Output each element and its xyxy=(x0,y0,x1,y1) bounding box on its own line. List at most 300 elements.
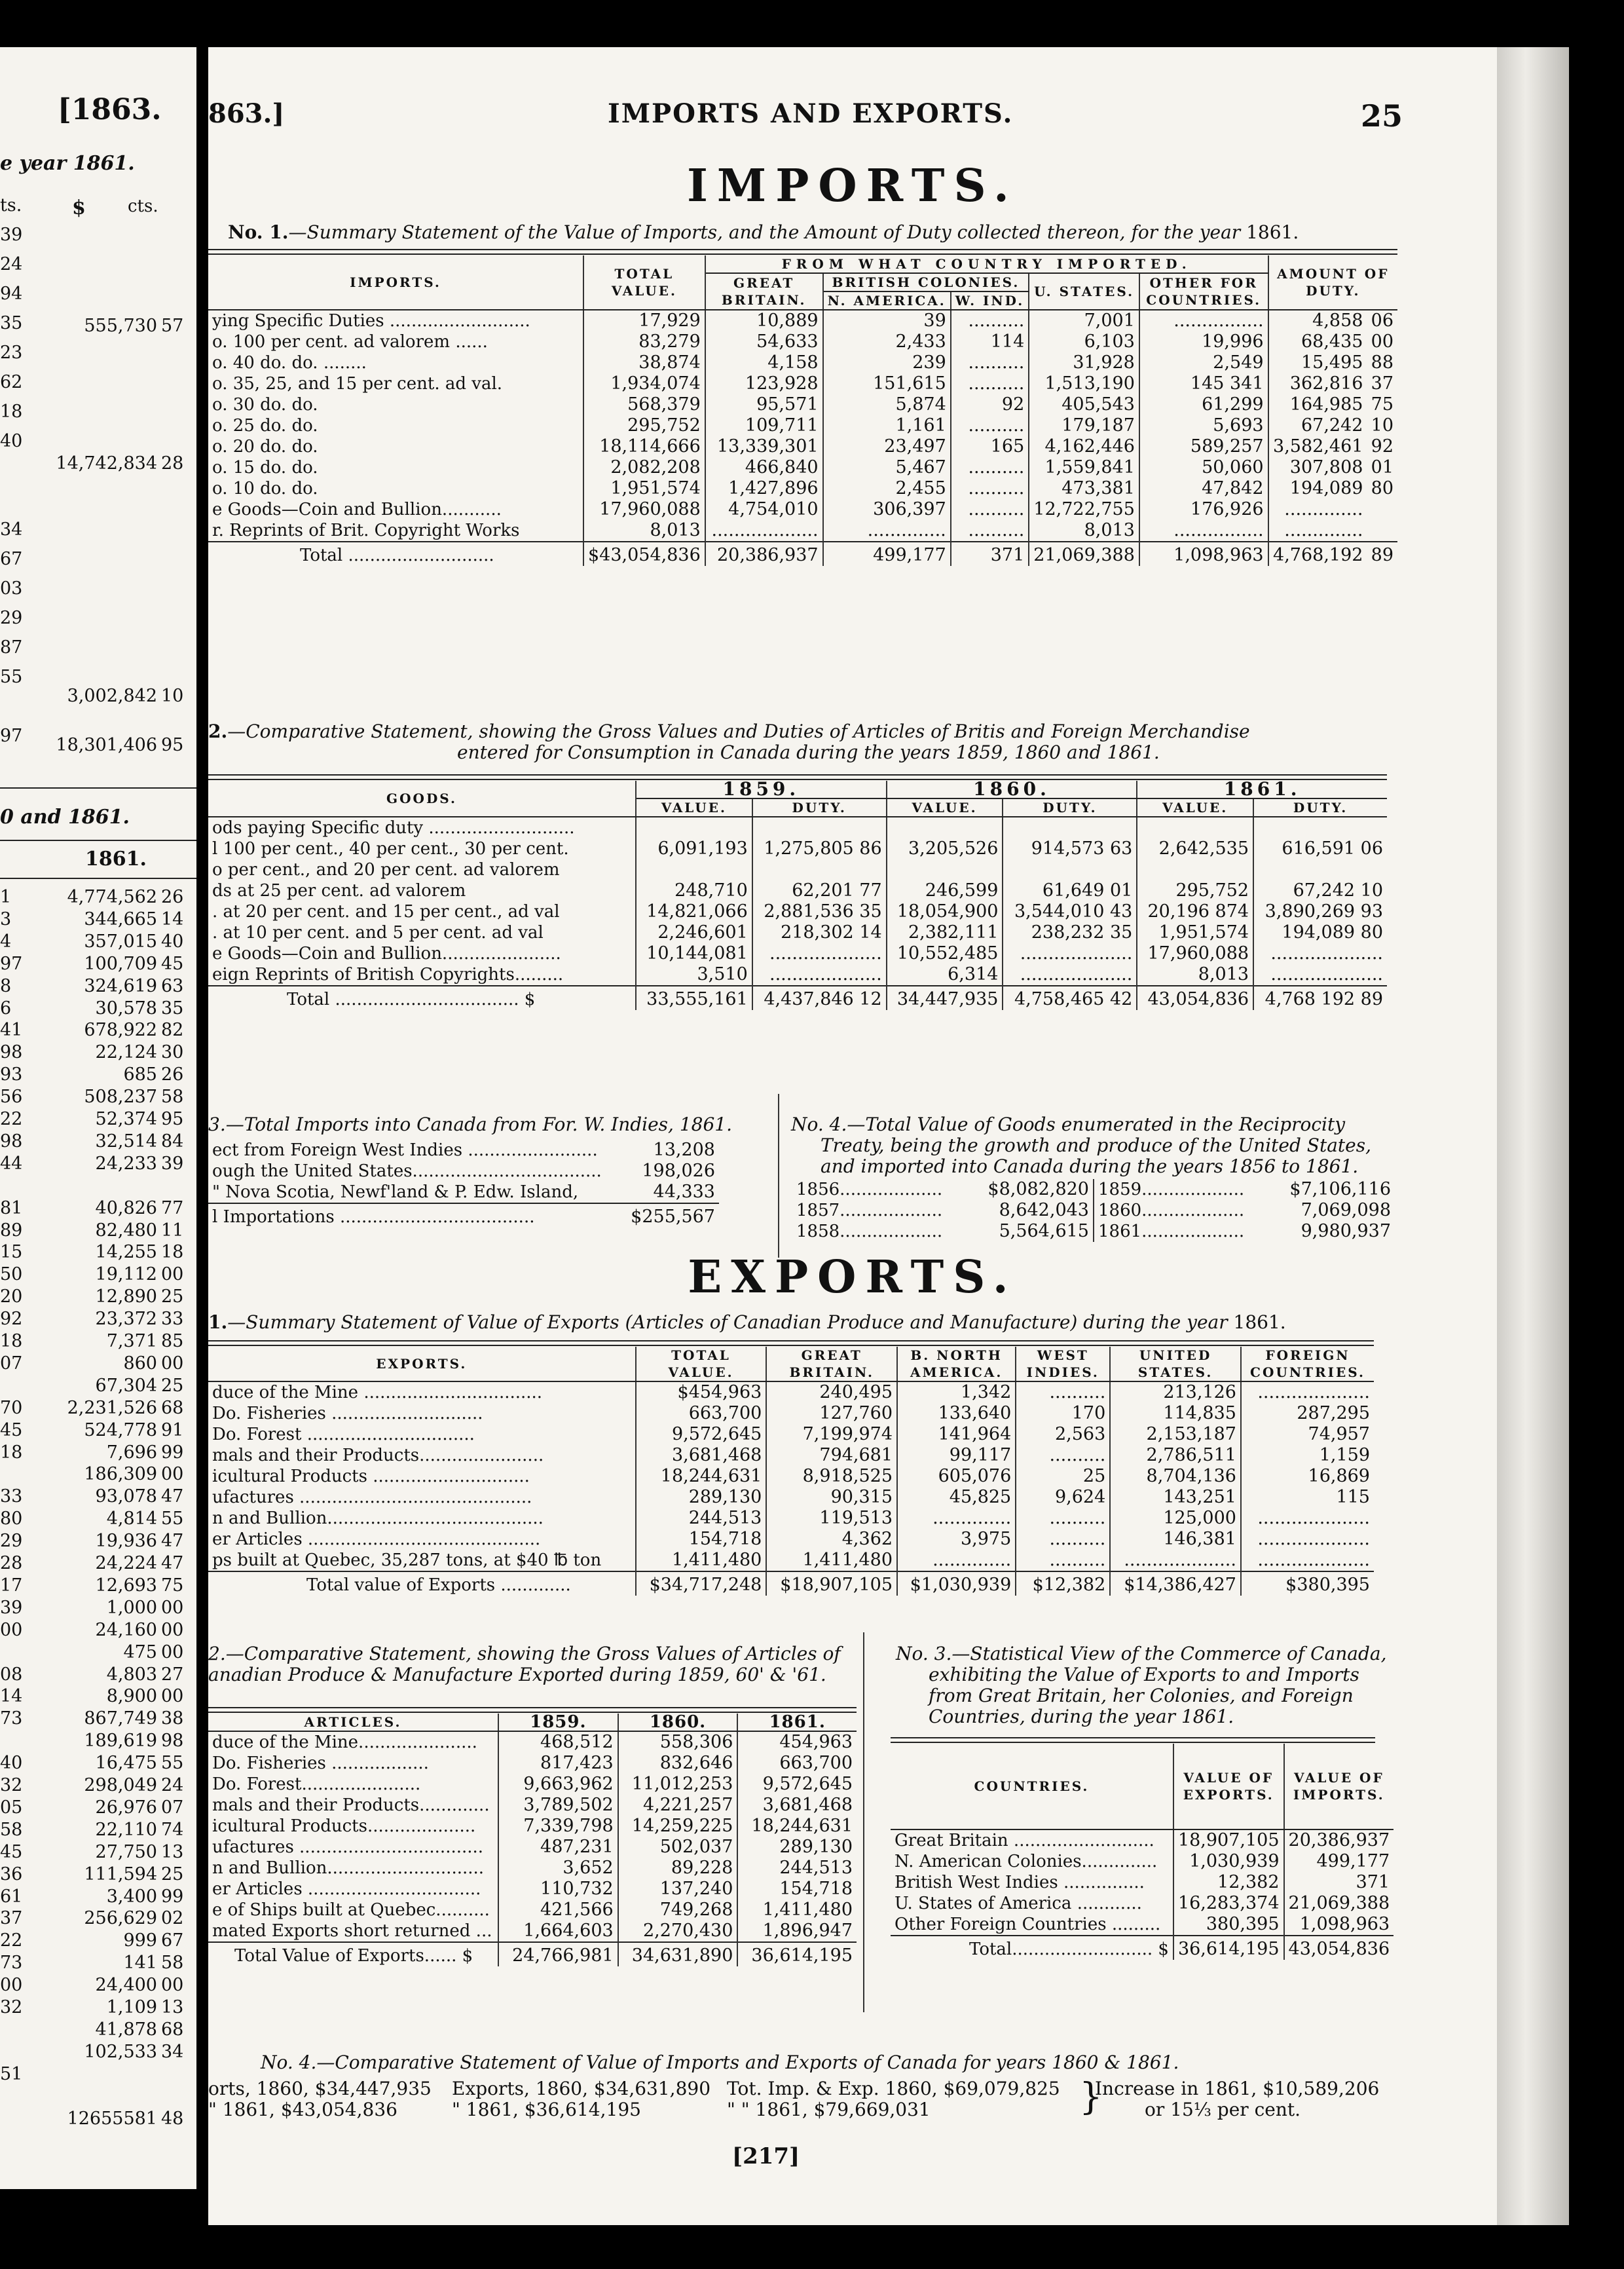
cell: 74,957 xyxy=(1308,1424,1370,1444)
value: 22,124 xyxy=(95,1042,157,1063)
cell: 9,663,962 xyxy=(498,1774,618,1795)
cell: 295,752 xyxy=(1137,880,1253,901)
cell: 151,615 xyxy=(823,373,951,394)
table-row xyxy=(208,1858,857,1879)
value: 555,730 xyxy=(84,316,157,336)
cell: 8,704,136 xyxy=(1110,1466,1241,1487)
row-label: o. 35, 25, and 15 per cent. ad val. xyxy=(208,373,583,394)
cell: 244,513 xyxy=(636,1508,767,1529)
edge-fragment: 62 xyxy=(0,372,23,392)
cell: 499,177 xyxy=(823,542,951,566)
table-row xyxy=(208,1424,1374,1445)
cents: 28 xyxy=(161,453,184,474)
table-row xyxy=(891,1872,1393,1893)
cell: 1,159 xyxy=(1319,1445,1370,1465)
cell: 18,054,900 xyxy=(887,901,1003,922)
exports-comparative-table xyxy=(208,1714,857,1966)
cell: 146,381 xyxy=(1110,1529,1241,1550)
cell: .............. xyxy=(1284,499,1363,519)
cell: 18,244,631 xyxy=(636,1466,767,1487)
main-page xyxy=(208,47,1497,2225)
edge-fragment: 93 xyxy=(0,1064,23,1085)
cell: 31,928 xyxy=(1029,352,1139,373)
cell: 289,130 xyxy=(779,1837,853,1857)
cell: .......... xyxy=(1016,1529,1110,1550)
left-col-1861: 1861. xyxy=(85,848,147,871)
cents: 77 xyxy=(161,1197,184,1218)
cell: $8,082,820 xyxy=(969,1179,1094,1200)
th-value: VALUE. xyxy=(1137,798,1253,817)
exports-t3-caption-b: exhibiting the Value of Exports to and Imports xyxy=(929,1664,1359,1685)
caption-year: 1861. xyxy=(1246,221,1299,243)
cell: 2,549 xyxy=(1139,352,1268,373)
cell: .................... xyxy=(1003,943,1137,964)
th-value: VALUE. xyxy=(887,798,1003,817)
value: 18,301,406 xyxy=(56,735,157,755)
edge-fragment: 34 xyxy=(0,519,23,540)
rule xyxy=(208,1340,1374,1346)
cell: 246,599 xyxy=(887,880,1003,901)
table-row xyxy=(208,943,1387,964)
value: 19,112 xyxy=(95,1264,157,1285)
value: 678,922 xyxy=(84,1020,157,1041)
imports-t3-caption: 3.—Total Imports into Canada from For. W. Indies, 1861. xyxy=(208,1114,733,1135)
cents: 25 xyxy=(161,1286,184,1307)
row-label: . at 20 per cent. and 15 per cent., ad val xyxy=(208,901,636,922)
cents: 47 xyxy=(161,1531,184,1552)
value: 999 xyxy=(123,1930,157,1951)
cell: 454,963 xyxy=(779,1732,853,1752)
cell: 123,928 xyxy=(705,373,823,394)
imports-t2-caption-c: entered for Consumption in Canada during the years 1859, 1860 and 1861. xyxy=(457,741,1160,763)
caption-text: and Foreign Merchandise xyxy=(1010,721,1250,742)
cell: $255,567 xyxy=(623,1203,719,1228)
left-col-dollar: $ xyxy=(72,197,86,219)
page-edge xyxy=(1497,47,1569,2225)
cell: 17,960,088 xyxy=(1137,943,1253,964)
cell: 1,896,947 xyxy=(762,1921,853,1941)
th-1860: 1860. xyxy=(887,781,1137,798)
cents: 02 xyxy=(161,1908,184,1929)
cell: 114,835 xyxy=(1110,1403,1241,1424)
cents: 24 xyxy=(161,1775,184,1795)
cell: 663,700 xyxy=(636,1403,767,1424)
value: 41,878 xyxy=(95,2019,157,2040)
cents: 07 xyxy=(161,1797,184,1818)
cell: 2,082,208 xyxy=(583,457,705,478)
table-row xyxy=(208,1487,1374,1508)
cell: 18,907,105 xyxy=(1173,1829,1284,1851)
cell: .......... xyxy=(1016,1508,1110,1529)
specific-label-1: ods paying Specific duty ........................... xyxy=(212,818,575,838)
edge-fragment: 17 xyxy=(0,1575,23,1596)
cell: 10 xyxy=(1371,415,1393,436)
th-1861: 1861. xyxy=(1137,781,1387,798)
cell: .................... xyxy=(1257,1382,1370,1402)
cents: 47 xyxy=(161,1553,184,1573)
edge-fragment: 14 xyxy=(0,1686,23,1707)
cell: 20,386,937 xyxy=(1288,1830,1390,1850)
cell: 4,158 xyxy=(705,352,823,373)
cell: .......... xyxy=(951,373,1029,394)
row-label: Total.......................... $ xyxy=(891,1936,1173,1960)
cell: 2,642,535 xyxy=(1137,817,1253,880)
cents: 35 xyxy=(161,998,184,1019)
specific-label-2: l 100 per cent., 40 per cent., 30 per cent. xyxy=(212,839,569,859)
cents: 26 xyxy=(161,887,184,907)
total-row xyxy=(208,1942,857,1966)
cell: 832,646 xyxy=(618,1753,738,1774)
value: 24,224 xyxy=(95,1553,157,1573)
cents: 95 xyxy=(161,1109,184,1129)
th-from: FROM WHAT COUNTRY IMPORTED. xyxy=(705,255,1268,273)
value: 2,231,526 xyxy=(67,1397,157,1418)
cell: 17,960,088 xyxy=(583,499,705,520)
th-articles: ARTICLES. xyxy=(208,1714,498,1731)
cell: 4,362 xyxy=(766,1529,897,1550)
specific-row xyxy=(208,817,1387,880)
table-row xyxy=(208,1161,719,1182)
cell: 176,926 xyxy=(1139,499,1268,520)
cell: ................ xyxy=(1139,310,1268,331)
cell: 194,089 xyxy=(1289,478,1363,498)
cell: 125,000 xyxy=(1110,1508,1241,1529)
value: 3,002,842 xyxy=(67,686,157,706)
cell: 20,386,937 xyxy=(705,542,823,566)
table-row xyxy=(208,1508,1374,1529)
cell: .................... xyxy=(752,964,887,986)
cell: 194,089 80 xyxy=(1282,922,1383,943)
cell: 3,510 xyxy=(636,964,752,986)
cents: 00 xyxy=(161,1264,184,1285)
cell: 4,437,846 12 xyxy=(752,986,887,1010)
t4-exports-1860: Exports, 1860, $34,631,890 xyxy=(452,2078,711,2099)
cell: 218,302 14 xyxy=(752,922,887,943)
cell: .......... xyxy=(951,478,1029,499)
edge-fragment: 18 xyxy=(0,402,23,422)
value: 24,233 xyxy=(95,1153,157,1174)
cell: .......... xyxy=(1016,1550,1110,1571)
table-row xyxy=(792,1200,1395,1221)
cell: 23,497 xyxy=(823,436,951,457)
value: 475 xyxy=(123,1641,157,1662)
cell: 6,103 xyxy=(1029,331,1139,352)
table-row xyxy=(208,880,1387,901)
divider xyxy=(778,1094,779,1258)
row-label: British West Indies ............... xyxy=(891,1872,1173,1893)
page-number: 25 xyxy=(1361,98,1403,134)
edge-fragment: 45 xyxy=(0,1841,23,1862)
cents: 58 xyxy=(161,1953,184,1974)
running-head-year: 863.] xyxy=(208,98,285,129)
cents: 55 xyxy=(161,1509,184,1529)
edge-fragment: 24 xyxy=(0,254,23,274)
cell: 37 xyxy=(1371,373,1393,394)
cell: 5,874 xyxy=(823,394,951,415)
t4-increase: Increase in 1861, $10,589,206 xyxy=(1095,2078,1380,2099)
cell: 1,098,963 xyxy=(1139,542,1268,566)
value: 27,750 xyxy=(95,1841,157,1862)
value: 19,936 xyxy=(95,1531,157,1552)
cell: 405,543 xyxy=(1029,394,1139,415)
imports-t4-caption-b: Treaty, being the growth and produce of the United States, xyxy=(821,1134,1372,1156)
cell: 2,270,430 xyxy=(618,1921,738,1942)
cell: 110,732 xyxy=(498,1879,618,1900)
edge-fragment: 32 xyxy=(0,1775,23,1795)
row-label: ufactures ........................................... xyxy=(208,1487,636,1508)
cell: 34,631,890 xyxy=(618,1942,738,1966)
value: 23,372 xyxy=(95,1309,157,1330)
edge-fragment: 08 xyxy=(0,1664,23,1685)
table-row xyxy=(208,415,1397,436)
exports-t3-caption-a: No. 3.—Statistical View of the Commerce of Canada, xyxy=(896,1643,1387,1664)
th-imp: VALUE OF IMPORTS. xyxy=(1284,1744,1394,1829)
th-duty: DUTY. xyxy=(1003,798,1137,817)
row-label: ect from Foreign West Indies ........................ xyxy=(212,1140,598,1160)
th-1859: 1859. xyxy=(498,1714,618,1731)
cell: 1,030,939 xyxy=(1173,1851,1284,1872)
value: 93,078 xyxy=(95,1486,157,1507)
edge-fragment: 98 xyxy=(0,1131,23,1152)
running-head-title: IMPORTS AND EXPORTS. xyxy=(608,98,1014,129)
row-label: er Articles ........................................... xyxy=(208,1529,636,1550)
table-row xyxy=(208,1140,719,1161)
value: 524,778 xyxy=(84,1419,157,1440)
rule xyxy=(891,1737,1375,1743)
cents: 99 xyxy=(161,1442,184,1463)
cell: ................ xyxy=(1139,520,1268,542)
value: 67,304 xyxy=(95,1375,157,1396)
edge-fragment: 39 xyxy=(0,1597,23,1618)
specific-label-3: o per cent., and 20 per cent. ad valorem xyxy=(212,860,560,880)
cell: 8,918,525 xyxy=(766,1466,897,1487)
cents: 39 xyxy=(161,1153,184,1174)
cell: 421,566 xyxy=(498,1900,618,1921)
edge-fragment: 35 xyxy=(0,313,23,333)
row-label: 1858................... xyxy=(796,1222,943,1241)
value: 186,309 xyxy=(84,1464,157,1485)
value: 8,900 xyxy=(106,1686,157,1707)
edge-fragment: 50 xyxy=(0,1264,23,1285)
row-label: o. 30 do. do. xyxy=(208,394,583,415)
exports-t3-caption-c: from Great Britain, her Colonies, and Foreign xyxy=(929,1685,1354,1706)
value: 111,594 xyxy=(84,1864,157,1885)
t4-exports-1861: " 1861, $36,614,195 xyxy=(452,2099,641,2120)
cell: 468,512 xyxy=(498,1731,618,1753)
edge-fragment: 05 xyxy=(0,1797,23,1818)
value: 7,371 xyxy=(106,1331,157,1351)
cents: 55 xyxy=(161,1753,184,1774)
cell: 240,495 xyxy=(766,1381,897,1403)
table-row xyxy=(891,1829,1393,1851)
exports-t4-caption: No. 4.—Comparative Statement of Value of Imports and Exports of Canada for years 1860 & 1861. xyxy=(261,2052,1179,2073)
cell: 115 xyxy=(1336,1487,1370,1507)
edge-fragment: 29 xyxy=(0,1531,23,1552)
cell: 11,012,253 xyxy=(618,1774,738,1795)
cell: .............. xyxy=(897,1508,1016,1529)
caption-no: 1. xyxy=(208,1311,228,1333)
row-label: Do. Fisheries ............................ xyxy=(208,1403,636,1424)
edge-fragment: 03 xyxy=(0,578,23,599)
cell: 21,069,388 xyxy=(1029,542,1139,566)
cell: 371 xyxy=(951,542,1029,566)
table-row xyxy=(208,1774,857,1795)
edge-fragment: 89 xyxy=(0,1220,23,1241)
edge-fragment: 22 xyxy=(0,1109,23,1129)
cell: 114 xyxy=(951,331,1029,352)
row-label: n and Bullion............................. xyxy=(208,1858,498,1879)
value: 357,015 xyxy=(84,931,157,952)
value: 141 xyxy=(123,1953,157,1974)
cell: 75 xyxy=(1371,394,1393,415)
cell: 1,098,963 xyxy=(1299,1914,1390,1934)
edge-fragment: 70 xyxy=(0,1397,23,1418)
row-label: ps built at Quebec, 35,287 tons, at $40 ℔ ton xyxy=(208,1550,636,1571)
cell: 16,869 xyxy=(1308,1466,1370,1486)
edge-fragment: 73 xyxy=(0,1953,23,1974)
row-label: Total .................................. $ xyxy=(208,986,636,1010)
left-rule xyxy=(0,787,196,789)
cell: 4,768 192 89 xyxy=(1253,986,1387,1010)
cell: 44,333 xyxy=(653,1182,715,1202)
table-row xyxy=(208,1466,1374,1487)
cents: 13 xyxy=(161,1997,184,2017)
value: 100,709 xyxy=(84,953,157,974)
value: 26,976 xyxy=(95,1797,157,1818)
cell: 380,395 xyxy=(1173,1914,1284,1936)
cell: 9,624 xyxy=(1016,1487,1110,1508)
imports-t4-caption-c: and imported into Canada during the years 1856 to 1861. xyxy=(821,1155,1359,1177)
table-row xyxy=(208,1182,719,1203)
cell: 466,840 xyxy=(705,457,823,478)
edge-fragment: 00 xyxy=(0,1619,23,1640)
cell: $1,030,939 xyxy=(897,1571,1016,1596)
row-label: e Goods—Coin and Bullion...................... xyxy=(208,943,636,964)
th-duty: DUTY. xyxy=(1253,798,1387,817)
row-label: 1859................... xyxy=(1098,1180,1245,1199)
cell: .............. xyxy=(1284,520,1363,540)
edge-fragment: 28 xyxy=(0,1553,23,1573)
cell: 3,582,461 xyxy=(1273,436,1363,457)
total-row xyxy=(891,1936,1393,1960)
cell: .......... xyxy=(1016,1381,1110,1403)
cell: 6,314 xyxy=(887,964,1003,986)
row-label: 1857................... xyxy=(796,1201,943,1220)
row-label: o. 40 do. do. ........ xyxy=(208,352,583,373)
cell: 2,786,511 xyxy=(1110,1445,1241,1466)
cell: 794,681 xyxy=(766,1445,897,1466)
row-label: er Articles ................................ xyxy=(208,1879,498,1900)
edge-fragment: 73 xyxy=(0,1708,23,1729)
cents: 33 xyxy=(161,1309,184,1330)
cell: 8,013 xyxy=(1029,520,1139,542)
cell: $34,717,248 xyxy=(636,1571,767,1596)
cell: 3,544,010 43 xyxy=(1003,901,1137,922)
row-label: Other Foreign Countries ......... xyxy=(891,1914,1173,1936)
row-label: icultural Products ............................. xyxy=(208,1466,636,1487)
cell: 1,559,841 xyxy=(1029,457,1139,478)
cell: 5,564,615 xyxy=(969,1221,1094,1242)
left-page-subtitle: e year 1861. xyxy=(0,152,135,175)
th-exp: VALUE OF EXPORTS. xyxy=(1173,1744,1284,1829)
edge-fragment: 44 xyxy=(0,1153,23,1174)
value: 102,533 xyxy=(84,2041,157,2062)
value: 344,665 xyxy=(84,909,157,929)
cell: 9,572,645 xyxy=(636,1424,767,1445)
edge-fragment: 8 xyxy=(0,975,12,996)
table-row xyxy=(208,1381,1374,1403)
cell: .......... xyxy=(951,415,1029,436)
cents: 11 xyxy=(161,1220,184,1241)
row-label: Do. Fisheries .................. xyxy=(208,1753,498,1774)
cell: 141,964 xyxy=(897,1424,1016,1445)
edge-fragment: 33 xyxy=(0,1486,23,1507)
caption-text: —Summary Statement of Value of Exports (Articles of Canadian Produce and Manufacture) during the year xyxy=(227,1311,1228,1333)
total-row xyxy=(208,542,1397,566)
exports-summary-table xyxy=(208,1347,1374,1596)
row-label: mals and their Products............. xyxy=(208,1795,498,1816)
table-row xyxy=(208,310,1397,331)
edge-fragment: 4 xyxy=(0,931,12,952)
cell: 7,199,974 xyxy=(766,1424,897,1445)
value: 685 xyxy=(123,1064,157,1085)
value: 52,374 xyxy=(95,1109,157,1129)
cell: 50,060 xyxy=(1139,457,1268,478)
cents: 68 xyxy=(161,1397,184,1418)
row-label: o. 20 do. do. xyxy=(208,436,583,457)
cents: 58 xyxy=(161,1087,184,1108)
table-row xyxy=(208,520,1397,542)
table-row xyxy=(208,1731,857,1753)
cell: 295,752 xyxy=(583,415,705,436)
value: 508,237 xyxy=(84,1087,157,1108)
value: 22,110 xyxy=(95,1819,157,1840)
edge-fragment: 18 xyxy=(0,1331,23,1351)
cell: 33,555,161 xyxy=(636,986,752,1010)
table-row xyxy=(208,352,1397,373)
cell: 3,789,502 xyxy=(498,1795,618,1816)
cell: 2,881,536 35 xyxy=(752,901,887,922)
cell: 3,975 xyxy=(897,1529,1016,1550)
edge-fragment: 94 xyxy=(0,284,23,304)
cell: 362,816 xyxy=(1289,373,1363,394)
th-foreign: FOREIGN COUNTRIES. xyxy=(1241,1347,1374,1381)
edge-fragment: 07 xyxy=(0,1353,23,1374)
edge-fragment: 29 xyxy=(0,608,23,628)
value: 4,774,562 xyxy=(67,887,157,907)
cell: 244,513 xyxy=(779,1858,853,1878)
cell xyxy=(1367,520,1397,542)
row-label: Total Value of Exports...... $ xyxy=(208,1942,498,1966)
cell: 119,513 xyxy=(766,1508,897,1529)
row-label: ds at 25 per cent. ad valorem xyxy=(208,880,636,901)
imports-title: IMPORTS. xyxy=(687,160,1018,212)
cell: 1,934,074 xyxy=(583,373,705,394)
cell: 21,069,388 xyxy=(1288,1893,1390,1913)
cell: 13,208 xyxy=(653,1140,715,1160)
cell: 80 xyxy=(1371,478,1393,498)
value: 12,890 xyxy=(95,1286,157,1307)
cell: 90,315 xyxy=(766,1487,897,1508)
th-wi: W. IND. xyxy=(951,291,1029,310)
value: 12655581 xyxy=(67,2108,157,2129)
cell: 1,427,896 xyxy=(705,478,823,499)
table-row xyxy=(208,1753,857,1774)
table-row xyxy=(208,499,1397,520)
cell: 67,242 10 xyxy=(1293,880,1383,901)
cell: 2,382,111 xyxy=(887,922,1003,943)
edge-fragment: 61 xyxy=(0,1886,23,1907)
